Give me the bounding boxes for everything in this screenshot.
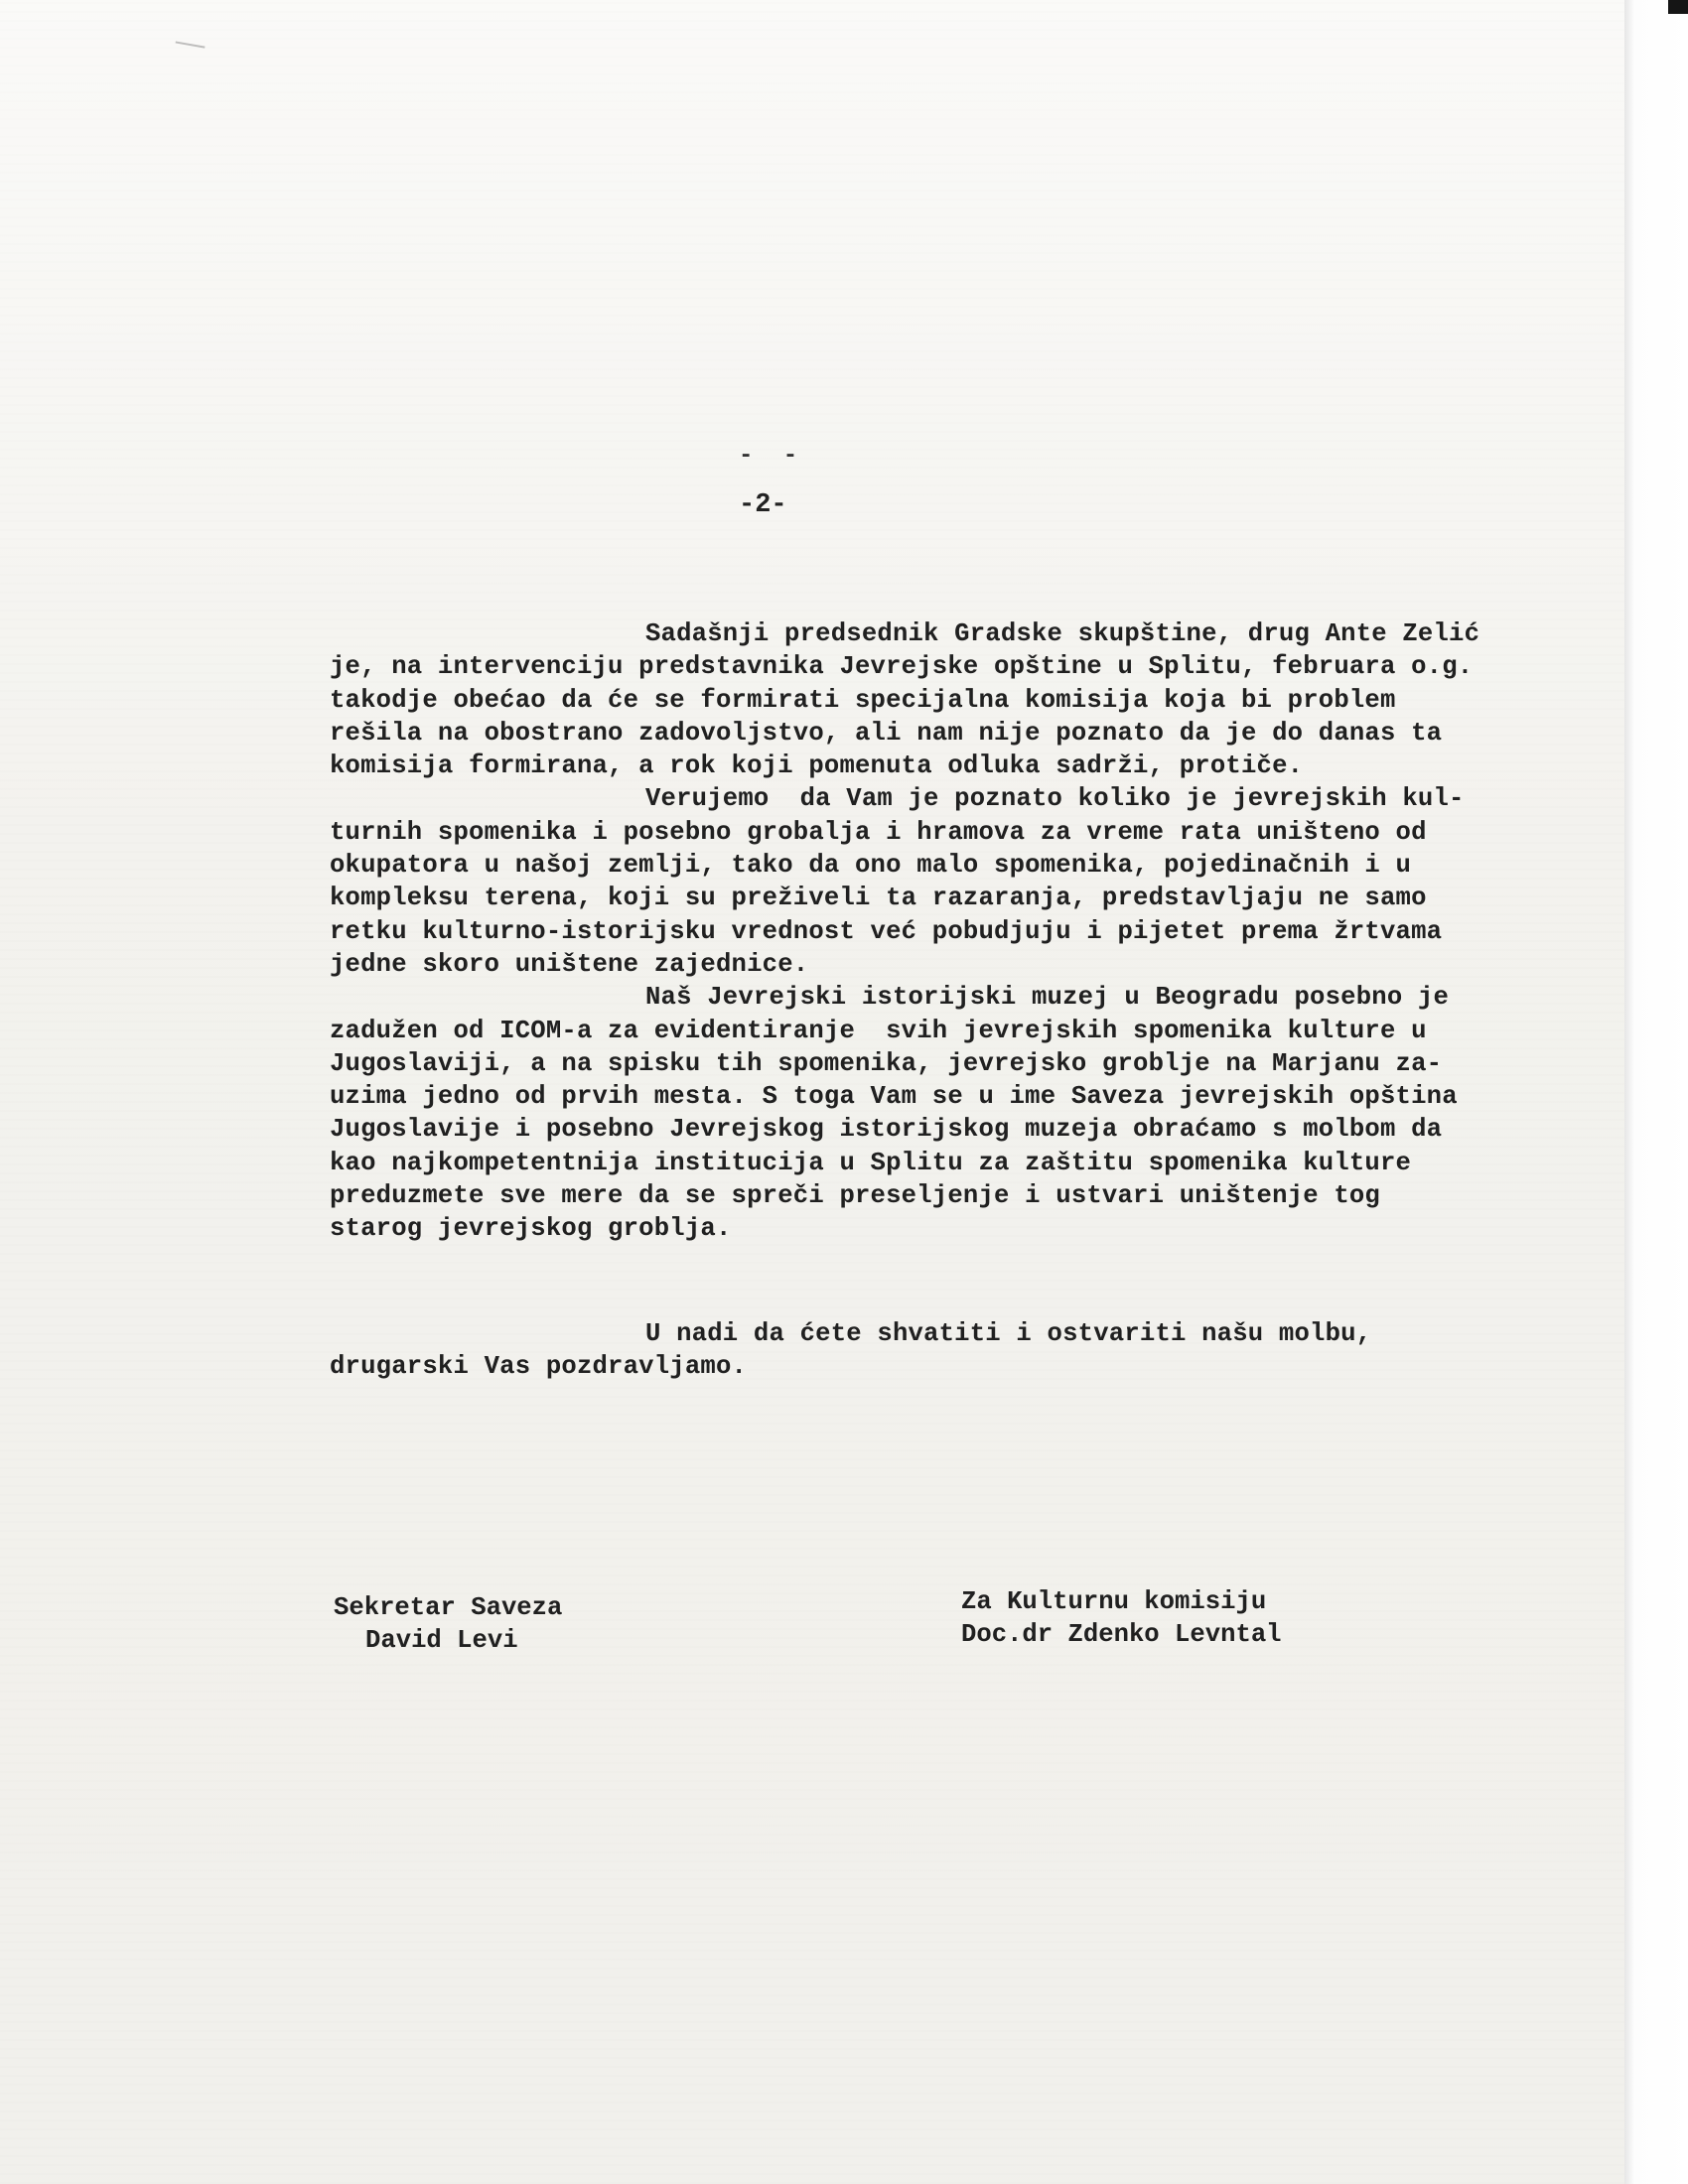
closing-line: U nadi da ćete shvatiti i ostvariti našu molbu, (645, 1319, 1372, 1348)
paper-smudge (175, 41, 206, 54)
text-line: zadužen od ICOM-a za evidentiranje svih jevrejskih spomenika kulture u (330, 1016, 1427, 1045)
text-line: kao najkompetentnija institucija u Splitu za zaštitu spomenika kulture (330, 1148, 1412, 1177)
text-line: Naš Jevrejski istorijski muzej u Beogradu posebno je (645, 983, 1450, 1013)
paragraph-2 (330, 782, 1551, 981)
text-line: Verujemo da Vam je poznato koliko je jevrejskih kul- (645, 784, 1465, 814)
text-line: Jugoslaviji, a na spisku tih spomenika, jevrejsko groblje na Marjanu za- (330, 1048, 1443, 1078)
dash-mark: - - (739, 443, 806, 470)
text-line: je, na intervenciju predstavnika Jevrejske opštine u Splitu, februara o.g. (330, 652, 1474, 682)
signature-title-left: Sekretar Saveza (334, 1593, 563, 1622)
text-line: komisija formirana, a rok koji pomenuta odluka sadrži, protiče. (330, 751, 1304, 781)
text-line: preduzmete sve mere da se spreči preseljenje i ustvari uništenje tog (330, 1181, 1380, 1211)
signature-name-right: Doc.dr Zdenko Levntal (961, 1620, 1282, 1649)
text-line: Sadašnji predsednik Gradske skupštine, drug Ante Zelić (645, 619, 1480, 648)
letter-body (330, 617, 1551, 1246)
scan-corner-mark (1668, 0, 1688, 14)
closing-paragraph (330, 1317, 1551, 1384)
signature-block-left (334, 1591, 731, 1657)
text-line: kompleksu terena, koji su preživeli ta razaranja, predstavljaju ne samo (330, 884, 1427, 913)
text-line: uzima jedno od prvih mesta. S toga Vam se u ime Saveza jevrejskih opština (330, 1082, 1458, 1112)
paragraph-3 (330, 981, 1551, 1245)
scan-border (1624, 0, 1688, 2184)
text-line: starog jevrejskog groblja. (330, 1214, 732, 1244)
text-line: retku kulturno-istorijsku vrednost već pobudjuju i pijetet prema žrtvama (330, 916, 1443, 946)
signature-name-left: David Levi (365, 1626, 518, 1655)
text-line: takodje obećao da će se formirati specijalna komisija koja bi problem (330, 685, 1396, 715)
paragraph-1 (330, 617, 1551, 782)
text-line: turnih spomenika i posebno grobalja i hramova za vreme rata uništeno od (330, 817, 1427, 847)
text-line: Jugoslavije i posebno Jevrejskog istorijskog muzeja obraćamo s molbom da (330, 1115, 1443, 1145)
page-number: -2- (739, 490, 787, 520)
signature-block-right (961, 1585, 1517, 1651)
closing-line: drugarski Vas pozdravljamo. (330, 1352, 748, 1382)
text-line: okupatora u našoj zemlji, tako da ono malo spomenika, pojedinačnih i u (330, 851, 1412, 881)
text-line: rešila na obostrano zadovoljstvo, ali nam nije poznato da je do danas ta (330, 718, 1443, 748)
text-line: jedne skoro uništene zajednice. (330, 949, 809, 979)
signature-title-right: Za Kulturnu komisiju (961, 1587, 1267, 1616)
